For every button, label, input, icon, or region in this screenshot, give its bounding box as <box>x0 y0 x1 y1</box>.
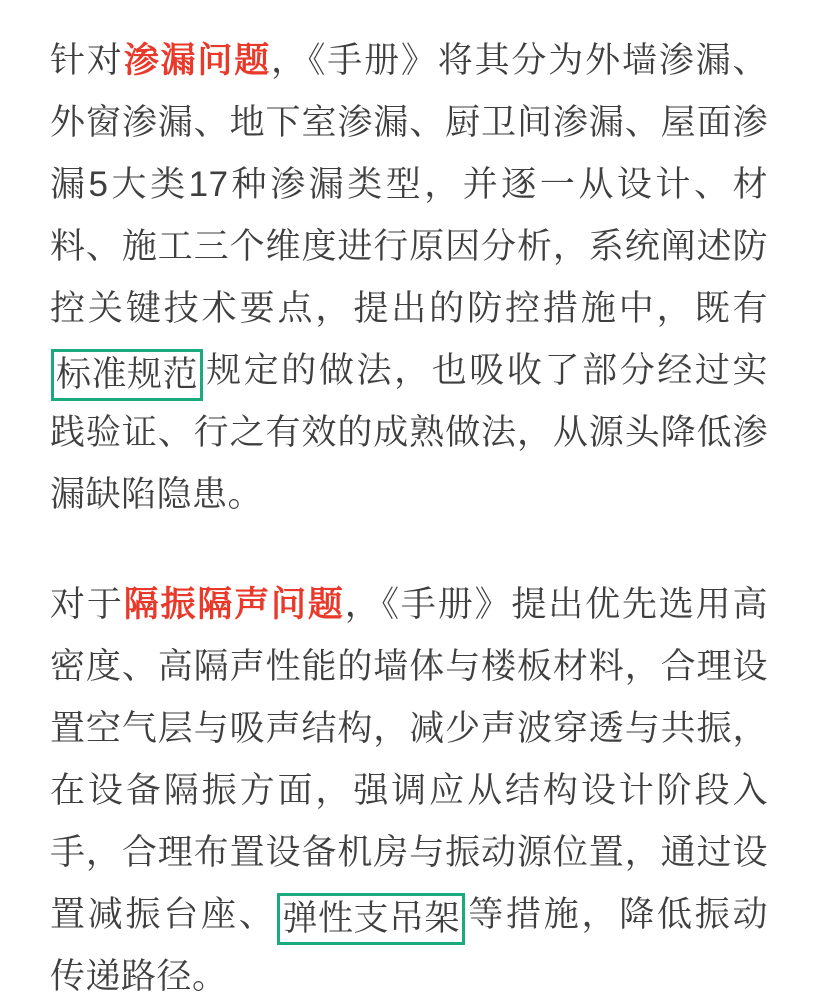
keyword-boxed-green: 弹性支吊架 <box>277 893 465 945</box>
body-text-segment: ，《手册》提出优先选用高密度、高隔声性能的墙体与楼板材料，合理设置空气层与吸声结构，减少声波穿透与共振，在设备隔振方面，强调应从结构设计阶段入手，合理布置设备机房与振动源位置，通过设置减振台座、 <box>50 585 768 934</box>
document-body <box>50 30 768 1008</box>
keyword-boxed-green: 标准规范 <box>51 349 203 401</box>
body-text-segment: ，《手册》将其分为外墙渗漏、外窗渗漏、地下室渗漏、厨卫间渗漏、屋面渗漏5大类17种渗漏类型，并逐一从设计、材料、施工三个维度进行原因分析，系统阐述防控关键技术要点，提出的防控措施中，既有 <box>50 41 768 328</box>
body-text-segment: 等措施，降低振动传递路径。 <box>50 895 768 996</box>
body-text-segment: 规定的做法，也吸收了部分经过实践验证、行之有效的成熟做法，从源头降低渗漏缺陷隐患。 <box>50 351 768 514</box>
paragraph-leakage <box>50 30 768 526</box>
body-text-segment: 针对 <box>50 41 124 80</box>
keyword-highlight-red: 隔振隔声问题 <box>123 585 345 624</box>
body-text-segment: 对于 <box>50 585 124 624</box>
paragraph-sound-insulation <box>50 574 768 1008</box>
keyword-highlight-red: 渗漏问题 <box>123 41 272 80</box>
